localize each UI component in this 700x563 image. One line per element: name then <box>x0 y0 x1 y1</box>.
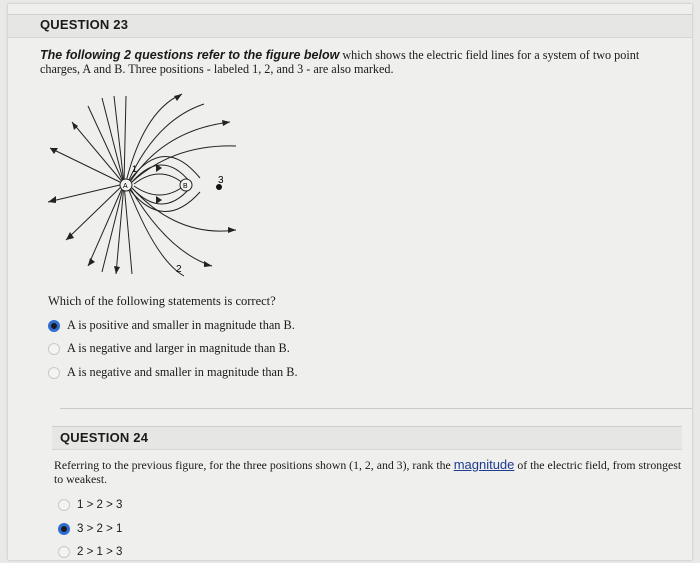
option-label: 1 > 2 > 3 <box>77 499 123 511</box>
label-b: B <box>183 183 188 190</box>
question-23-prompt: Which of the following statements is correct? <box>48 294 276 308</box>
intro-lead: The following 2 questions refer to the figure below <box>40 48 340 62</box>
option-label: 2 > 1 > 3 <box>77 546 123 558</box>
question-23-intro <box>40 48 680 76</box>
question-23-title: QUESTION 23 <box>40 17 129 32</box>
radio-selected-icon[interactable] <box>48 320 60 332</box>
label-a: A <box>123 183 128 190</box>
intro-rest: which shows the electric field lines for a system of two point charges, A and B. Three positions - labeled 1, 2, and 3 - are also marked. <box>40 48 640 76</box>
option-label: A is negative and larger in magnitude than B. <box>67 341 290 355</box>
quiz-page <box>8 4 692 560</box>
question-24-text <box>54 458 686 486</box>
electric-field-figure <box>44 90 244 280</box>
q24-text-after: of the electric field, from strongest to weakest. <box>54 458 682 486</box>
q24-option-1[interactable] <box>58 499 122 511</box>
radio-icon[interactable] <box>48 343 60 355</box>
label-position-3: 3 <box>218 175 224 186</box>
q24-option-2[interactable] <box>58 523 122 535</box>
option-label: A is positive and smaller in magnitude than B. <box>67 318 295 332</box>
radio-selected-icon[interactable] <box>58 523 70 535</box>
question-24-title: QUESTION 24 <box>60 430 149 445</box>
label-position-2: 2 <box>176 264 182 275</box>
radio-icon[interactable] <box>48 367 60 379</box>
q24-keyword-link: magnitude <box>453 457 515 472</box>
q24-option-3[interactable] <box>58 546 122 558</box>
q24-text-before: Referring to the previous figure, for the three positions shown (1, 2, and 3), rank the <box>54 458 454 472</box>
radio-icon[interactable] <box>58 499 70 511</box>
question-divider <box>60 408 692 409</box>
option-label: 3 > 2 > 1 <box>77 523 123 535</box>
q23-option-3[interactable] <box>48 365 298 380</box>
label-position-1: 1 <box>132 164 138 174</box>
radio-icon[interactable] <box>58 546 70 558</box>
option-label: A is negative and smaller in magnitude than B. <box>67 365 298 379</box>
q23-option-1[interactable] <box>48 318 295 333</box>
q23-option-2[interactable] <box>48 341 290 356</box>
